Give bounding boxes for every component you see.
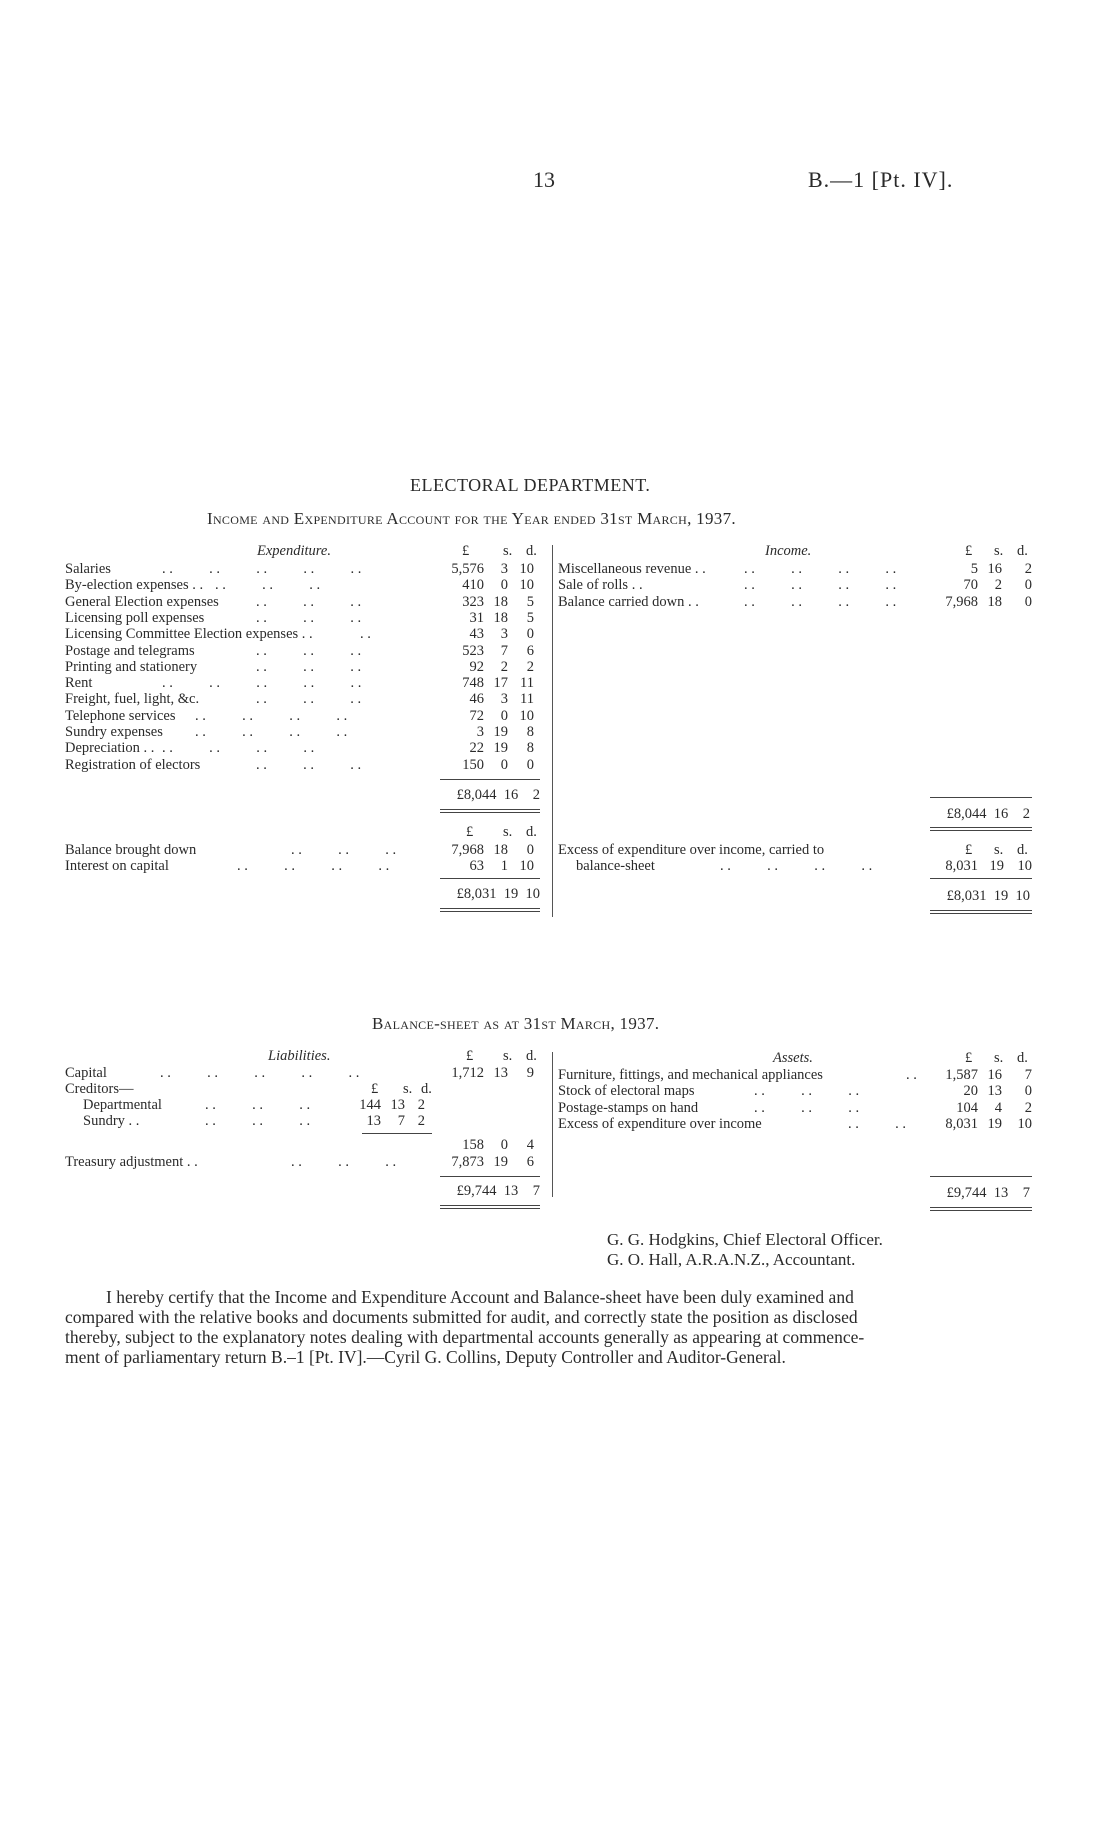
expenditure-row-dots: . . . . . . bbox=[256, 593, 362, 610]
page-reference: B.—1 [Pt. IV]. bbox=[808, 167, 954, 192]
expenditure-row-s: 19 bbox=[493, 724, 508, 740]
expenditure-row-d: 8 bbox=[526, 724, 534, 740]
capital-row bbox=[65, 1065, 545, 1081]
income-row-s: 18 bbox=[987, 593, 1002, 610]
expenditure-row-s: 2 bbox=[500, 658, 508, 675]
expenditure-row-label: Depreciation . . bbox=[65, 740, 155, 757]
expenditure-row-dots: . . . . . . . . . . bbox=[162, 561, 362, 577]
assets-total: £9,744 13 7 bbox=[946, 1185, 1030, 1201]
exp-rule-bottom2 bbox=[440, 812, 540, 813]
expenditure-row-s: 7 bbox=[500, 642, 508, 659]
expenditure-row-d: 0 bbox=[526, 626, 534, 643]
income-row bbox=[558, 594, 1034, 610]
asset-row-s: 16 bbox=[987, 1067, 1002, 1083]
exp-rule-bottom bbox=[440, 809, 540, 810]
inc-cur-l: £ bbox=[965, 543, 973, 559]
inc-total: £8,044 16 2 bbox=[946, 806, 1030, 822]
expenditure-row-dots: . . . . . . bbox=[256, 756, 362, 773]
expenditure-row-l: 150 bbox=[462, 756, 484, 773]
asset-row-d: 0 bbox=[1024, 1083, 1032, 1100]
low-left-cur-l: £ bbox=[466, 824, 474, 840]
expenditure-row-l: 3 bbox=[476, 724, 484, 740]
asset-row-l: 20 bbox=[963, 1083, 978, 1100]
expenditure-row bbox=[65, 626, 545, 642]
treasury-l: 7,873 bbox=[451, 1154, 484, 1170]
certificate-line-1: I hereby certify that the Income and Expenditure Account and Balance-sheet have been duly examined and bbox=[106, 1287, 854, 1307]
asset-row-label: Furniture, fittings, and mechanical appliances bbox=[558, 1067, 823, 1083]
expenditure-row bbox=[65, 610, 545, 626]
expenditure-row-d: 10 bbox=[519, 561, 534, 577]
expenditure-row-l: 323 bbox=[462, 593, 484, 610]
creditors-label: Creditors— bbox=[65, 1081, 134, 1097]
low-right-total: £8,031 19 10 bbox=[946, 888, 1030, 904]
expenditure-row-l: 92 bbox=[469, 658, 484, 675]
sundry-l: 13 bbox=[366, 1113, 381, 1129]
assets-rule-bottom bbox=[930, 1207, 1032, 1208]
expenditure-row-l: 22 bbox=[469, 740, 484, 757]
inc-cur-s: s. bbox=[994, 543, 1004, 559]
low-right-cur-s: s. bbox=[994, 842, 1004, 858]
expenditure-row-label: Freight, fuel, light, &c. bbox=[65, 691, 200, 708]
income-row-dots: . . . . . . . . bbox=[744, 593, 897, 610]
exp-cur-d: d. bbox=[526, 543, 537, 559]
asset-row bbox=[558, 1083, 1034, 1099]
bs-title: Balance-sheet as at 31st March, 1937. bbox=[372, 1014, 660, 1033]
asset-row-s: 4 bbox=[994, 1099, 1002, 1116]
income-row bbox=[558, 577, 1034, 593]
expenditure-row-dots: . . . . . . bbox=[256, 642, 362, 659]
expenditure-row-label: Sundry expenses bbox=[65, 724, 163, 740]
asset-row-l: 104 bbox=[956, 1099, 978, 1116]
expenditure-row-d: 11 bbox=[520, 691, 534, 708]
bs-cur-l: £ bbox=[466, 1048, 474, 1064]
inc-rule-bottom2 bbox=[930, 830, 1032, 831]
sundry-s: 7 bbox=[397, 1113, 405, 1129]
liabilities-heading: Liabilities. bbox=[268, 1048, 331, 1064]
asset-row-dots: . . bbox=[906, 1067, 917, 1083]
low-left-rule-top bbox=[440, 878, 540, 879]
expenditure-row-d: 5 bbox=[526, 593, 534, 610]
page-number: 13 bbox=[533, 167, 555, 192]
liab-total: £9,744 13 7 bbox=[456, 1183, 540, 1199]
income-row-d: 2 bbox=[1024, 561, 1032, 577]
expenditure-row-s: 3 bbox=[500, 626, 508, 643]
income-row bbox=[558, 561, 1034, 577]
income-row-dots: . . . . . . . . bbox=[744, 561, 897, 577]
creditors-sum-d: 4 bbox=[526, 1137, 534, 1153]
excess-line2: balance-sheet bbox=[576, 858, 655, 874]
cred-cur-d: d. bbox=[421, 1081, 432, 1097]
income-row-l: 7,968 bbox=[945, 593, 978, 610]
expenditure-row bbox=[65, 594, 545, 610]
expenditure-row-d: 0 bbox=[526, 756, 534, 773]
expenditure-row-l: 410 bbox=[462, 577, 484, 594]
low-right-cur-d: d. bbox=[1017, 842, 1028, 858]
low-left-cur-d: d. bbox=[526, 824, 537, 840]
low-left-row-s: 1 bbox=[500, 858, 508, 875]
departmental-dots: . . . . . . bbox=[205, 1097, 311, 1113]
low-right-rule-bottom bbox=[930, 910, 1032, 911]
inc-rule-top bbox=[930, 797, 1032, 798]
ie-divider bbox=[552, 545, 553, 917]
expenditure-row-s: 19 bbox=[493, 740, 508, 757]
asset-row-s: 19 bbox=[987, 1115, 1002, 1132]
expenditure-row bbox=[65, 724, 545, 740]
low-right-cur-l: £ bbox=[965, 842, 973, 858]
low-right-d: 10 bbox=[1017, 858, 1032, 874]
assets-rule-top bbox=[930, 1176, 1032, 1177]
asset-row-d: 7 bbox=[1024, 1067, 1032, 1083]
income-row-label: Miscellaneous revenue . . bbox=[558, 561, 706, 577]
liab-rule-top bbox=[440, 1176, 540, 1177]
expenditure-row-l: 46 bbox=[469, 691, 484, 708]
treasury-dots: . . . . . . bbox=[291, 1154, 397, 1170]
income-row-s: 16 bbox=[987, 561, 1002, 577]
expenditure-row-l: 5,576 bbox=[451, 561, 484, 577]
asset-row-d: 2 bbox=[1024, 1099, 1032, 1116]
expenditure-row-s: 3 bbox=[500, 691, 508, 708]
expenditure-row bbox=[65, 561, 545, 577]
low-left-row-l: 63 bbox=[469, 858, 484, 875]
income-row-label: Sale of rolls . . bbox=[558, 577, 643, 594]
expenditure-row-d: 5 bbox=[526, 609, 534, 626]
low-left-row-label: Balance brought down bbox=[65, 842, 197, 858]
low-right-l: 8,031 bbox=[945, 858, 978, 874]
capital-d: 9 bbox=[526, 1065, 534, 1081]
expenditure-row-l: 31 bbox=[469, 609, 484, 626]
expenditure-row-s: 18 bbox=[493, 593, 508, 610]
inc-rule-bottom bbox=[930, 827, 1032, 828]
asset-row-label: Stock of electoral maps bbox=[558, 1083, 695, 1100]
certificate-line-2: compared with the relative books and documents submitted for audit, and correctly state the position as disclosed bbox=[65, 1307, 858, 1327]
creditors-sum-s: 0 bbox=[500, 1137, 508, 1153]
signature-2: G. O. Hall, A.R.A.N.Z., Accountant. bbox=[607, 1250, 856, 1269]
low-right-s: 19 bbox=[989, 858, 1004, 874]
expenditure-row-l: 43 bbox=[469, 626, 484, 643]
income-row-label: Balance carried down . . bbox=[558, 593, 699, 610]
departmental-l: 144 bbox=[359, 1097, 381, 1113]
asset-row-dots: . . . . bbox=[848, 1115, 906, 1132]
expenditure-row-d: 10 bbox=[519, 577, 534, 594]
sundry-row bbox=[65, 1113, 445, 1129]
expenditure-row-label: Licensing poll expenses bbox=[65, 609, 205, 626]
asset-row-dots: . . . . . . bbox=[754, 1099, 860, 1116]
expenditure-row-label: Printing and stationery bbox=[65, 658, 198, 675]
expenditure-row-label: Licensing Committee Election expenses . . bbox=[65, 626, 313, 643]
expenditure-row bbox=[65, 643, 545, 659]
certificate-line-3: thereby, subject to the explanatory notes dealing with departmental accounts generally as appearing at commence- bbox=[65, 1327, 865, 1347]
income-row-l: 5 bbox=[970, 561, 978, 577]
signature-1: G. G. Hodgkins, Chief Electoral Officer. bbox=[607, 1230, 883, 1249]
asset-row-d: 10 bbox=[1017, 1115, 1032, 1132]
expenditure-row-dots: . . . . . . bbox=[256, 609, 362, 626]
bs-divider bbox=[552, 1052, 553, 1197]
expenditure-row-l: 523 bbox=[462, 642, 484, 659]
expenditure-row-dots: . . . . . . bbox=[256, 691, 362, 708]
asset-row-s: 13 bbox=[987, 1083, 1002, 1100]
treasury-d: 6 bbox=[526, 1154, 534, 1170]
expenditure-row-label: Registration of electors bbox=[65, 756, 201, 773]
exp-cur-l: £ bbox=[462, 543, 470, 559]
expenditure-row-d: 2 bbox=[526, 658, 534, 675]
expenditure-row-dots: . . bbox=[360, 626, 371, 643]
cred-cur-s: s. bbox=[403, 1081, 413, 1097]
asset-row bbox=[558, 1116, 1034, 1132]
expenditure-row-label: Salaries bbox=[65, 561, 111, 577]
expenditure-row-s: 0 bbox=[500, 577, 508, 594]
asset-row bbox=[558, 1100, 1034, 1116]
expenditure-row-dots: . . . . . . . . bbox=[195, 724, 348, 740]
expenditure-heading: Expenditure. bbox=[257, 543, 331, 559]
department-title: ELECTORAL DEPARTMENT. bbox=[410, 475, 651, 495]
low-right-rule-top bbox=[930, 878, 1032, 879]
expenditure-row-s: 18 bbox=[493, 609, 508, 626]
capital-dots: . . . . . . . . . . bbox=[160, 1065, 360, 1081]
excess-dots: . . . . . . . . bbox=[720, 858, 873, 874]
asset-row-label: Postage-stamps on hand bbox=[558, 1099, 699, 1116]
sundry-dots: . . . . . . bbox=[205, 1113, 311, 1129]
expenditure-row-label: General Election expenses bbox=[65, 593, 219, 610]
expenditure-row-dots: . . . . . . . . . . bbox=[162, 675, 362, 692]
expenditure-row-dots: . . . . . . . . bbox=[195, 707, 348, 724]
expenditure-row bbox=[65, 577, 545, 593]
sundry-d: 2 bbox=[417, 1113, 425, 1129]
departmental-label: Departmental bbox=[83, 1097, 162, 1113]
cred-cur-l: £ bbox=[371, 1081, 379, 1097]
expenditure-row-s: 17 bbox=[493, 675, 508, 692]
low-left-rule-bottom bbox=[440, 908, 540, 909]
exp-total: £8,044 16 2 bbox=[456, 787, 540, 803]
low-left-row-dots: . . . . . . . . bbox=[237, 858, 390, 875]
treasury-row bbox=[65, 1154, 545, 1170]
assets-rule-bottom2 bbox=[930, 1210, 1032, 1211]
expenditure-row-d: 11 bbox=[520, 675, 534, 692]
expenditure-row-dots: . . . . . . bbox=[215, 577, 321, 594]
liab-rule-bottom2 bbox=[440, 1208, 540, 1209]
low-left-cur-s: s. bbox=[503, 824, 513, 840]
departmental-row bbox=[65, 1097, 445, 1113]
expenditure-row-label: Telephone services bbox=[65, 707, 176, 724]
expenditure-row bbox=[65, 708, 545, 724]
income-row-s: 2 bbox=[994, 577, 1002, 594]
low-left-row-s: 18 bbox=[493, 842, 508, 858]
expenditure-row-d: 8 bbox=[526, 740, 534, 757]
exp-cur-s: s. bbox=[503, 543, 513, 559]
bs-assets-cur-s: s. bbox=[994, 1050, 1004, 1066]
low-left-total: £8,031 19 10 bbox=[456, 886, 540, 902]
asset-row bbox=[558, 1067, 1034, 1083]
low-left-row-l: 7,968 bbox=[451, 842, 484, 858]
expenditure-row-label: Rent bbox=[65, 675, 93, 692]
expenditure-row bbox=[65, 757, 545, 773]
low-left-row-dots: . . . . . . bbox=[291, 842, 397, 858]
capital-s: 13 bbox=[493, 1065, 508, 1081]
income-row-d: 0 bbox=[1024, 593, 1032, 610]
low-left-row-d: 10 bbox=[519, 858, 534, 875]
asset-row-label: Excess of expenditure over income bbox=[558, 1115, 762, 1132]
asset-row-dots: . . . . . . bbox=[754, 1083, 860, 1100]
departmental-d: 2 bbox=[417, 1097, 425, 1113]
expenditure-row-dots: . . . . . . bbox=[256, 658, 362, 675]
income-row-l: 70 bbox=[963, 577, 978, 594]
creditors-sum-l: 158 bbox=[462, 1137, 484, 1153]
low-left-row bbox=[65, 858, 545, 874]
income-row-dots: . . . . . . . . bbox=[744, 577, 897, 594]
bs-assets-cur-d: d. bbox=[1017, 1050, 1028, 1066]
inc-cur-d: d. bbox=[1017, 543, 1028, 559]
bs-assets-cur-l: £ bbox=[965, 1050, 973, 1066]
expenditure-row-d: 6 bbox=[526, 642, 534, 659]
creditors-rule bbox=[362, 1133, 432, 1134]
creditors-sum-row bbox=[440, 1137, 540, 1153]
departmental-s: 13 bbox=[390, 1097, 405, 1113]
bs-cur-d: d. bbox=[526, 1048, 537, 1064]
income-row-d: 0 bbox=[1024, 577, 1032, 594]
low-left-row-label: Interest on capital bbox=[65, 858, 169, 875]
certificate-line-4: ment of parliamentary return B.–1 [Pt. IV].—Cyril G. Collins, Deputy Controller and Auditor-General. bbox=[65, 1347, 786, 1367]
sundry-label: Sundry . . bbox=[83, 1113, 140, 1129]
income-heading: Income. bbox=[765, 543, 812, 559]
expenditure-row-s: 0 bbox=[500, 707, 508, 724]
low-left-rule-bottom2 bbox=[440, 911, 540, 912]
expenditure-row-dots: . . . . . . . . bbox=[162, 740, 315, 757]
expenditure-row-s: 0 bbox=[500, 756, 508, 773]
liab-rule-bottom bbox=[440, 1205, 540, 1206]
excess-line1: Excess of expenditure over income, carried to bbox=[558, 842, 825, 858]
bs-cur-s: s. bbox=[503, 1048, 513, 1064]
expenditure-row-l: 72 bbox=[469, 707, 484, 724]
expenditure-row bbox=[65, 740, 545, 756]
capital-label: Capital bbox=[65, 1065, 107, 1081]
ie-title: Income and Expenditure Account for the Year ended 31st March, 1937. bbox=[207, 509, 736, 528]
expenditure-row bbox=[65, 691, 545, 707]
low-left-row-d: 0 bbox=[526, 842, 534, 858]
expenditure-row-d: 10 bbox=[519, 707, 534, 724]
expenditure-row-label: By-election expenses . . bbox=[65, 577, 204, 594]
low-right-rule-bottom2 bbox=[930, 913, 1032, 914]
asset-row-l: 1,587 bbox=[945, 1067, 978, 1083]
exp-rule-top bbox=[440, 779, 540, 780]
expenditure-row-label: Postage and telegrams bbox=[65, 642, 195, 659]
capital-l: 1,712 bbox=[451, 1065, 484, 1081]
treasury-s: 19 bbox=[493, 1154, 508, 1170]
expenditure-row bbox=[65, 659, 545, 675]
assets-heading: Assets. bbox=[773, 1050, 813, 1066]
expenditure-row-l: 748 bbox=[462, 675, 484, 692]
treasury-label: Treasury adjustment . . bbox=[65, 1154, 198, 1170]
low-left-row bbox=[65, 842, 545, 858]
asset-row-l: 8,031 bbox=[945, 1115, 978, 1132]
expenditure-row-s: 3 bbox=[500, 561, 508, 577]
expenditure-row bbox=[65, 675, 545, 691]
